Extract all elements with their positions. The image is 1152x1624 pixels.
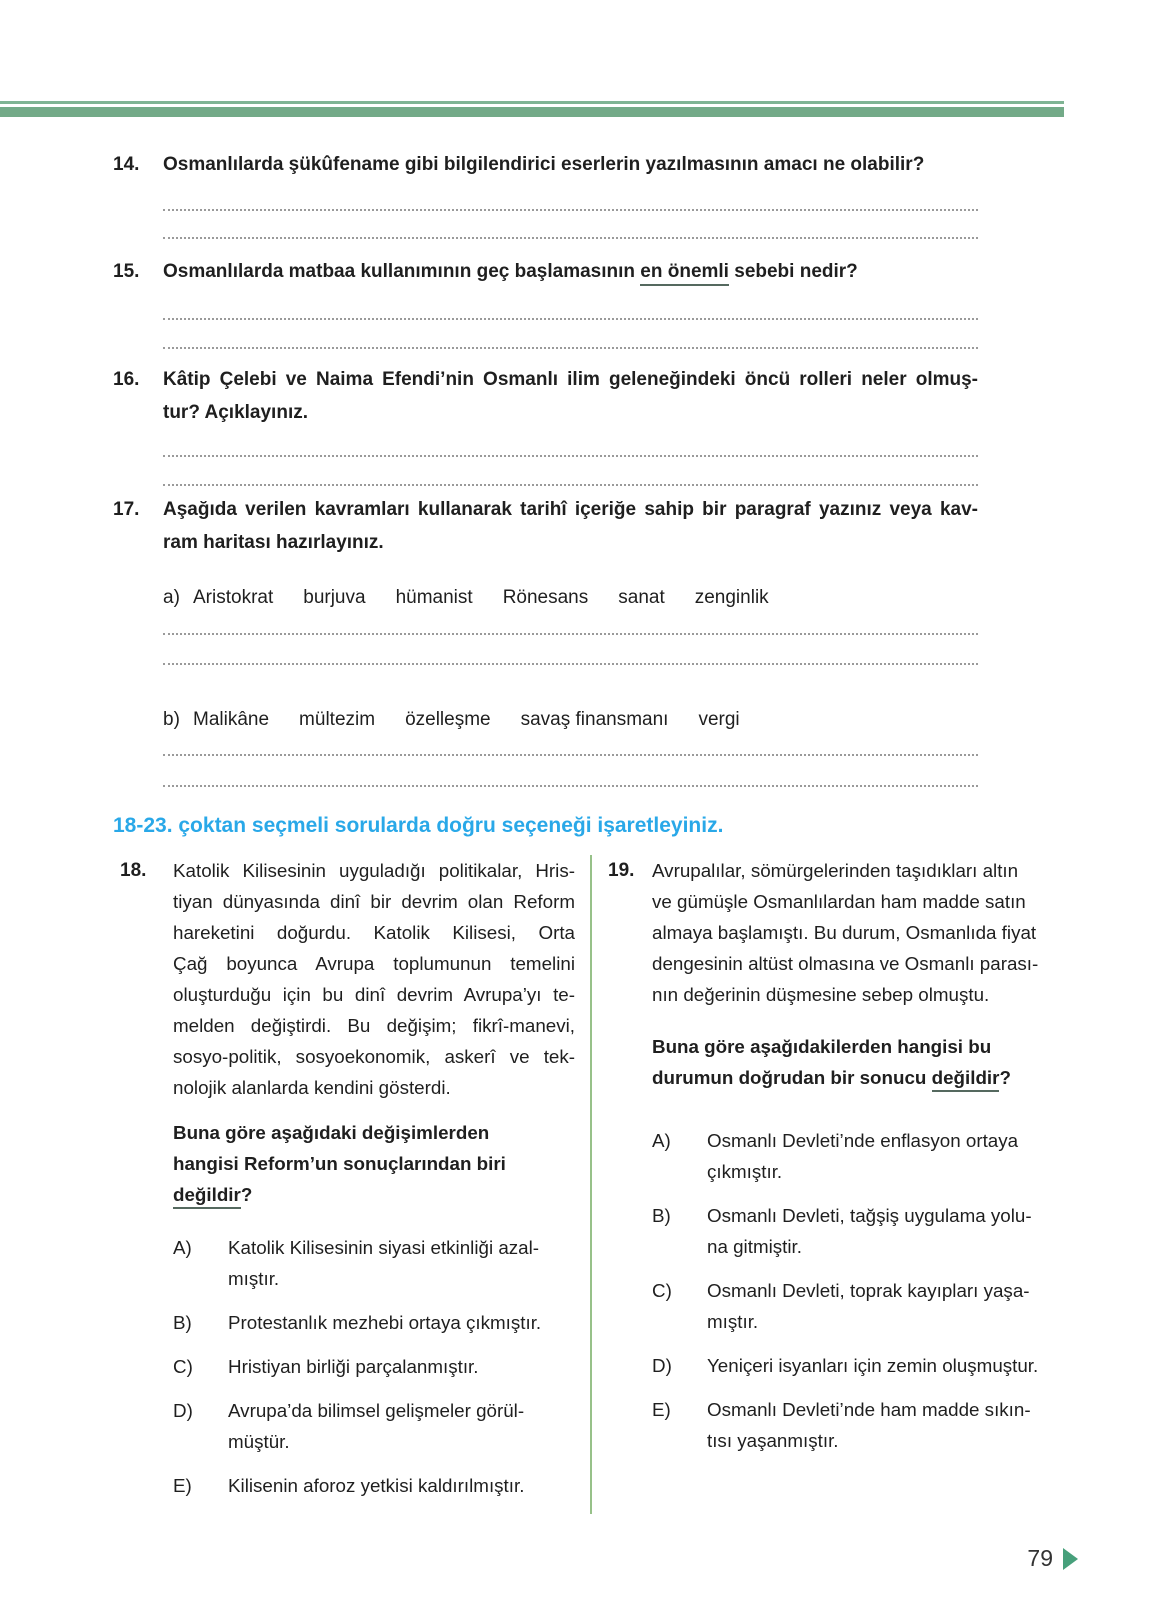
concept: hümanist bbox=[395, 587, 473, 608]
question-19 bbox=[608, 855, 1039, 1469]
option-letter: C) bbox=[173, 1356, 193, 1377]
question-number: 17. bbox=[113, 499, 140, 520]
option-b bbox=[173, 1307, 575, 1338]
underlined-phrase: en önemli bbox=[640, 261, 729, 286]
answer-line bbox=[163, 209, 978, 211]
concept: savaş finansmanı bbox=[520, 709, 669, 730]
concept: Aristokrat bbox=[193, 587, 274, 608]
option-letter: B) bbox=[173, 1312, 192, 1333]
option-letter: A) bbox=[652, 1130, 671, 1151]
option-text: Hristiyan birliği parçalanmıştır. bbox=[228, 1356, 479, 1377]
question-paragraph: Katolik Kilisesinin uyguladığı politikalar, Hris- tiyan dünyasında dinî bir devrim olan Reform hareketini doğurdu. Katolik Kilisesi, Orta Çağ boyunca Avrupa toplumunun temelini oluşturduğu için bu dinî devrim Avrupa’yı te- melden değiştirdi. Bu değişim; fikrî-manevi, sosyo-politik, sosyoekonomik, askerî ve tek- nolojik alanlarda kendini gösterdi. bbox=[173, 860, 575, 1098]
concept-row-label: b) bbox=[163, 709, 180, 730]
option-text: Osmanlı Devleti’nde ham madde sıkın- tısı yaşanmıştır. bbox=[707, 1399, 1031, 1451]
option-e bbox=[173, 1470, 575, 1501]
column-right bbox=[608, 855, 1039, 1514]
question-text-line2: ram haritası hazırlayınız. bbox=[163, 532, 384, 553]
option-text: Katolik Kilisesinin siyasi etkinliği azal- mıştır. bbox=[228, 1237, 540, 1289]
question-18 bbox=[120, 855, 575, 1514]
option-c bbox=[173, 1351, 575, 1382]
option-a bbox=[652, 1125, 1019, 1187]
question-paragraph: Avrupalılar, sömürgelerinden taşıdıkları altın ve gümüşle Osmanlılardan ham madde satın almaya başlamıştı. Bu durum, Osmanlıda fiyat dengesinin altüst olmasına ve Osmanlı parası- nın değerinin düşmesine sebep olmuştu. bbox=[652, 860, 1039, 1005]
concept: Malikâne bbox=[193, 709, 270, 730]
question-text-pre: Osmanlılarda matbaa kullanımının geç başlamasının bbox=[163, 261, 641, 282]
option-letter: A) bbox=[173, 1237, 192, 1258]
underlined-word: değildir bbox=[173, 1184, 241, 1209]
question-number: 15. bbox=[113, 261, 140, 282]
stem-question-mark: ? bbox=[999, 1067, 1011, 1088]
concept: burjuva bbox=[303, 587, 366, 608]
option-letter: D) bbox=[173, 1400, 193, 1421]
multiple-choice-section-heading: 18-23. çoktan seçmeli sorularda doğru seçeneği işaretleyiniz. bbox=[113, 814, 724, 837]
option-b bbox=[652, 1200, 1032, 1262]
options-list bbox=[173, 1232, 575, 1501]
question-number: 16. bbox=[113, 369, 140, 390]
underlined-word: değildir bbox=[932, 1067, 1000, 1092]
answer-line bbox=[163, 484, 978, 486]
question-stem: Buna göre aşağıdakilerden hangisi bu durumun doğrudan bir sonucu değildir? bbox=[652, 1031, 1015, 1093]
concept-words bbox=[193, 707, 740, 733]
concept-row-b bbox=[163, 707, 978, 733]
concept: mültezim bbox=[299, 709, 376, 730]
option-letter: C) bbox=[652, 1280, 672, 1301]
question-text-line1: Kâtip Çelebi ve Naima Efendi’nin Osmanlı ilim geleneğindeki öncü rolleri neler olmuş- bbox=[163, 369, 978, 390]
question-number: 19. bbox=[608, 860, 635, 881]
answer-line bbox=[163, 785, 978, 787]
answer-line bbox=[163, 347, 978, 349]
option-letter: E) bbox=[652, 1399, 671, 1420]
next-page-arrow-icon bbox=[1063, 1548, 1078, 1570]
header-rule-thick bbox=[0, 107, 1064, 117]
option-text: Avrupa’da bilimsel gelişmeler görül- müştür. bbox=[228, 1400, 525, 1452]
question-text-line1: Aşağıda verilen kavramları kullanarak tarihî içeriğe sahip bir paragraf yazınız veya kav- bbox=[163, 499, 978, 520]
page-number: 79 bbox=[1027, 1545, 1053, 1571]
option-letter: D) bbox=[652, 1355, 672, 1376]
question-text: Osmanlılarda şükûfename gibi bilgilendirici eserlerin yazılmasının amacı ne olabilir? bbox=[163, 154, 925, 175]
option-e bbox=[652, 1394, 1031, 1456]
open-questions-section bbox=[113, 152, 978, 841]
answer-line bbox=[163, 237, 978, 239]
two-column-questions bbox=[120, 855, 1039, 1514]
option-c bbox=[652, 1275, 1030, 1337]
answer-line bbox=[163, 455, 978, 457]
concept: vergi bbox=[698, 709, 740, 730]
concept: özelleşme bbox=[405, 709, 491, 730]
answer-line bbox=[163, 754, 978, 756]
concept: zenginlik bbox=[694, 587, 769, 608]
question-14 bbox=[113, 152, 978, 239]
stem-text-pre: durumun doğrudan bir sonucu bbox=[652, 1067, 932, 1088]
option-d bbox=[173, 1395, 575, 1457]
option-text: Osmanlı Devleti, toprak kayıpları yaşa- mıştır. bbox=[707, 1280, 1030, 1332]
option-text: Yeniçeri isyanları için zemin oluşmuştur. bbox=[707, 1355, 1039, 1376]
concept-row-label: a) bbox=[163, 587, 180, 608]
page-footer bbox=[0, 1545, 1078, 1572]
option-text: Protestanlık mezhebi ortaya çıkmıştır. bbox=[228, 1312, 542, 1333]
question-stem: Buna göre aşağıdaki değişimlerden hangisi Reform’un sonuçlarından biri değildir? bbox=[173, 1117, 575, 1210]
answer-line bbox=[163, 663, 978, 665]
answer-line bbox=[163, 633, 978, 635]
stem-question-mark: ? bbox=[240, 1184, 253, 1205]
option-a bbox=[173, 1232, 575, 1294]
option-letter: E) bbox=[173, 1475, 192, 1496]
option-text: Kilisenin aforoz yetkisi kaldırılmıştır. bbox=[228, 1475, 525, 1496]
header-rule-thin bbox=[0, 101, 1064, 104]
options-list bbox=[652, 1125, 1039, 1456]
column-divider bbox=[590, 855, 592, 1514]
concept: Rönesans bbox=[502, 587, 589, 608]
concept: sanat bbox=[618, 587, 665, 608]
question-number: 18. bbox=[120, 860, 147, 881]
answer-line bbox=[163, 318, 978, 320]
question-text-line2: tur? Açıklayınız. bbox=[163, 402, 308, 423]
concept-row-a bbox=[163, 585, 978, 611]
option-text: Osmanlı Devleti’nde enflasyon ortaya çıkmıştır. bbox=[707, 1130, 1019, 1182]
question-17 bbox=[113, 493, 978, 787]
question-text-post: sebebi nedir? bbox=[728, 261, 858, 282]
option-letter: B) bbox=[652, 1205, 671, 1226]
question-16 bbox=[113, 363, 978, 486]
option-d bbox=[652, 1350, 1039, 1381]
question-text bbox=[163, 259, 978, 285]
concept-words bbox=[193, 585, 769, 611]
option-text: Osmanlı Devleti, tağşiş uygulama yolu- na gitmiştir. bbox=[707, 1205, 1032, 1257]
column-left bbox=[120, 855, 575, 1514]
question-15 bbox=[113, 259, 978, 349]
question-number: 14. bbox=[113, 154, 140, 175]
